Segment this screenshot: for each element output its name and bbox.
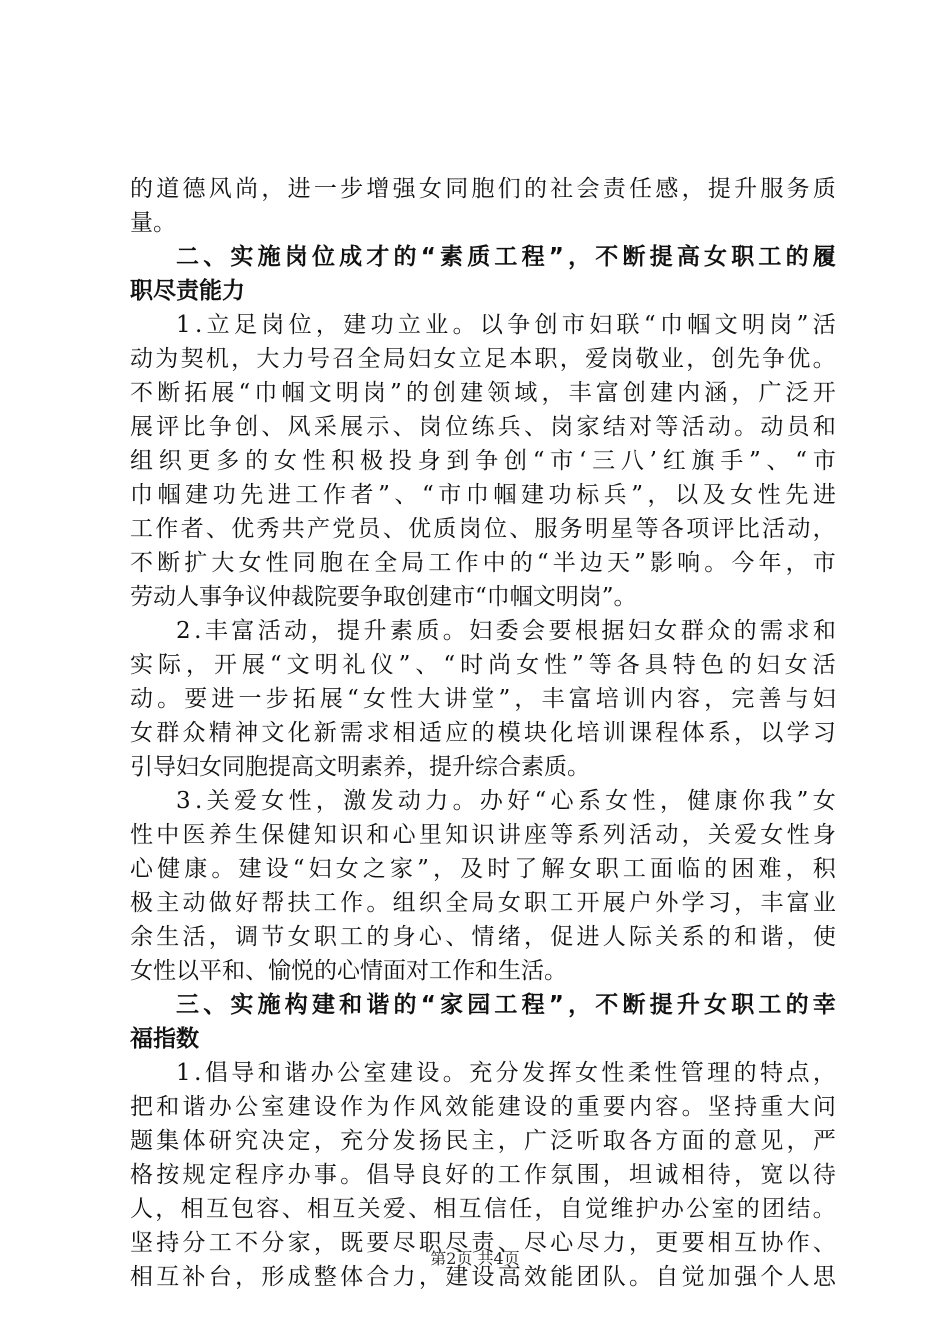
paragraph-line: 题 集 体 研 究 决 定 ， 充 分 发 扬 民 主 ， 广 泛 听 取 各 方 面 的 意 见 ， 严	[130, 1128, 836, 1154]
paragraph-line: 动 。 要 进 一 步 拓 展 “ 女 性 大 讲 堂 ” ， 丰 富 培 训 内 容 ， 完 善 与 妇	[130, 686, 836, 712]
paragraph-line: 女 群 众 精 神 文 化 新 需 求 相 适 应 的 模 块 化 培 训 课 程 体 系 ， 以 学 习	[130, 720, 836, 746]
paragraph-line: 劳动人事争议仲裁院要争取创建市“巾帼文明岗”。	[130, 584, 637, 610]
page-footer: 第2页 共4页	[430, 1249, 520, 1268]
paragraph-line: 女性以平和、愉悦的心情面对工作和生活。	[130, 958, 567, 984]
paragraph-line: 格 按 规 定 程 序 办 事 。 倡 导 良 好 的 工 作 氛 围 ， 坦 诚 相 待 ， 宽 以 待	[130, 1162, 836, 1188]
paragraph-line: 把 和 谐 办 公 室 建 设 作 为 作 风 效 能 建 设 的 重 要 内 容 。 坚 持 重 大 问	[130, 1094, 836, 1120]
paragraph-line: 人 ， 相 互 包 容 、 相 互 关 爱 、 相 互 信 任 ， 自 觉 维 护 办 公 室 的 团 结 。	[130, 1196, 836, 1222]
section-heading-line: 二 、 实 施 岗 位 成 才 的 “ 素 质 工 程 ” ， 不 断 提 高 女 职 工 的 履	[176, 244, 836, 270]
paragraph-line: 工 作 者 、 优 秀 共 产 党 员 、 优 质 岗 位 、 服 务 明 星 等 各 项 评 比 活 动 ，	[130, 516, 836, 542]
paragraph-line: 不 断 扩 大 女 性 同 胞 在 全 局 工 作 中 的 “ 半 边 天 ” 影 响 。 今 年 ， 市	[130, 550, 836, 576]
paragraph-line: 相 互 补 台 ， 形 成 整 体 合 力 ， 建 设 高 效 能 团 队 。 自 觉 加 强 个 人 思	[130, 1264, 836, 1290]
paragraph-line: 引导妇女同胞提高文明素养，提升综合素质。	[130, 754, 590, 780]
section-heading-line: 三 、 实 施 构 建 和 谐 的 “ 家 园 工 程 ” ， 不 断 提 升 女 职 工 的 幸	[176, 992, 836, 1018]
paragraph-line: 坚 持 分 工 不 分 家 ， 既 要 尽 职 尽 责 、 尽 心 尽 力 ， 更 要 相 互 协 作 、	[130, 1230, 836, 1256]
section-heading-line: 福指数	[130, 1026, 199, 1052]
paragraph-line: 组 织 更 多 的 女 性 积 极 投 身 到 争 创 “ 市 ‘ 三 八 ’ 红 旗 手 ” 、 “ 市	[130, 448, 836, 474]
paragraph-line: 3 . 关 爱 女 性 ， 激 发 动 力 。 办 好 “ 心 系 女 性 ， 健 康 你 我 ” 女	[176, 788, 836, 814]
paragraph-line: 极 主 动 做 好 帮 扶 工 作 。 组 织 全 局 女 职 工 开 展 户 外 学 习 ， 丰 富 业	[130, 890, 836, 916]
paragraph-line: 余 生 活 ， 调 节 女 职 工 的 身 心 、 情 绪 ， 促 进 人 际 关 系 的 和 谐 ， 使	[130, 924, 836, 950]
paragraph-line: 实 际 ， 开 展 “ 文 明 礼 仪 ” 、 “ 时 尚 女 性 ” 等 各 具 特 色 的 妇 女 活	[130, 652, 836, 678]
section-heading-line: 职尽责能力	[130, 278, 245, 304]
document-body	[130, 172, 836, 1294]
paragraph-line: 1 . 倡 导 和 谐 办 公 室 建 设 。 充 分 发 挥 女 性 柔 性 管 理 的 特 点 ，	[176, 1060, 836, 1086]
paragraph-line: 动 为 契 机 ， 大 力 号 召 全 局 妇 女 立 足 本 职 ， 爱 岗 敬 业 ， 创 先 争 优 。	[130, 346, 836, 372]
paragraph-line: 心 健 康 。 建 设 “ 妇 女 之 家 ” ， 及 时 了 解 女 职 工 面 临 的 困 难 ， 积	[130, 856, 836, 882]
paragraph-line: 不 断 拓 展 “ 巾 帼 文 明 岗 ” 的 创 建 领 域 ， 丰 富 创 建 内 涵 ， 广 泛 开	[130, 380, 836, 406]
paragraph-line: 1 . 立 足 岗 位 ， 建 功 立 业 。 以 争 创 市 妇 联 “ 巾 帼 文 明 岗 ” 活	[176, 312, 836, 338]
paragraph-line: 的 道 德 风 尚 ， 进 一 步 增 强 女 同 胞 们 的 社 会 责 任 感 ， 提 升 服 务 质	[130, 176, 836, 202]
paragraph-line: 巾 帼 建 功 先 进 工 作 者 ” 、 “ 市 巾 帼 建 功 标 兵 ” ， 以 及 女 性 先 进	[130, 482, 836, 508]
paragraph-line: 展 评 比 争 创 、 风 采 展 示 、 岗 位 练 兵 、 岗 家 结 对 等 活 动 。 动 员 和	[130, 414, 836, 440]
paragraph-line: 性 中 医 养 生 保 健 知 识 和 心 里 知 识 讲 座 等 系 列 活 动 ， 关 爱 女 性 身	[130, 822, 836, 848]
paragraph-line: 2 . 丰 富 活 动 ， 提 升 素 质 。 妇 委 会 要 根 据 妇 女 群 众 的 需 求 和	[176, 618, 836, 644]
paragraph-line: 量。	[130, 210, 176, 236]
